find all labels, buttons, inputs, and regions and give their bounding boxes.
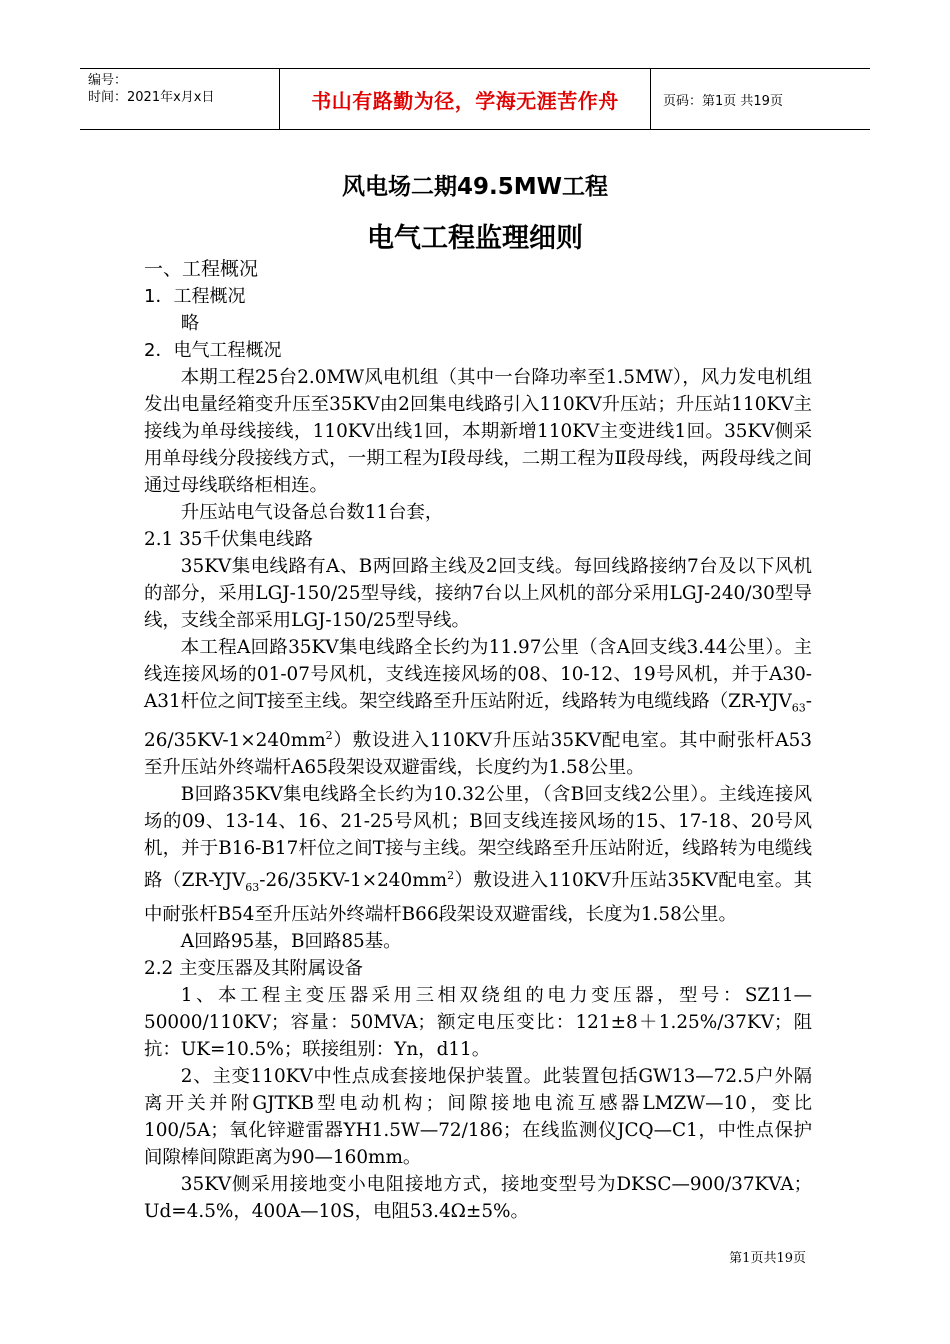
subsection-heading: 2.1 35千伏集电线路 [144, 529, 313, 550]
superscript: 2 [325, 728, 333, 742]
header-motto: 书山有路勤为径，学海无涯苦作舟 [280, 69, 651, 129]
subscript: 63 [245, 880, 260, 894]
paragraph: 2、主变110KV中性点成套接地保护装置。此装置包括GW13—72.5户外隔离开关并附GJTKB型电动机构；间隙接地电流互感器LMZW—10，变比100/5A；氧化锌避雷器YH1.5W—72/186；在线监测仪JCQ—C1，中性点保护间隙棒间隙距离为90—160mm。 [144, 1065, 812, 1168]
paragraph: 本期工程25台2.0MW风电机组（其中一台降功率至1.5MW），风力发电机组发出电量经箱变升压至35KV由2回集电线路引入110KV升压站；升压站110KV主接线为单母线接线，110KV出线1回，本期新增110KV主变进线1回。35KV侧采用单母线分段接线方式，一期工程为Ⅰ段母线，二期工程为Ⅱ段母线，两段母线之间通过母线联络柜相连。 [144, 367, 812, 496]
paragraph: 升压站电气设备总台数11台套， [180, 502, 444, 523]
document-subtitle: 电气工程监理细则 [367, 223, 583, 254]
subsection-heading: 1．工程概况 [144, 286, 246, 307]
header-number: 编号： [88, 73, 128, 88]
superscript: 2 [447, 868, 455, 882]
paragraph: 35KV侧采用接地变小电阻接地方式，接地变型号为DKSC—900/37KVA；Ud=4.5%，400A—10S，电阻53.4Ω±5%。 [144, 1173, 812, 1222]
paragraph: 1、本工程主变压器采用三相双绕组的电力变压器，型号：SZ11—50000/110KV；容量：50MVA；额定电压变比：121±8＋1.25%/37KV；阻抗：UK=10.5%；联接组别：Yn，d11。 [144, 984, 812, 1060]
text-run: -26/35KV-1×240mm [259, 869, 448, 891]
header-time: 时间：2021年x月x日 [88, 90, 215, 105]
header-info [80, 69, 280, 129]
paragraph [144, 781, 812, 928]
paragraph [144, 634, 812, 781]
section-heading: 一、工程概况 [144, 258, 259, 280]
text-run: ）敷设进入110KV升压站35KV配电室。其中耐张杆B54至升压站外终端杆B66段架设双避雷线，长度为1.58公里。 [144, 869, 812, 925]
paragraph: 略 [180, 313, 200, 334]
text-run: 本工程A回路35KV集电线路全长约为11.97公里（含A回支线3.44公里）。主线连接风场的01-07号风机，支线连接风场的08、10-12、19号风机，并于A30-A31杆位之间T接至主线。架空线路至升压站附近，线路转为电缆线路（ZR-YJV [144, 637, 812, 712]
paragraph: A回路95基，B回路85基。 [180, 930, 402, 952]
page-footer: 第1页共19页 [729, 1251, 806, 1266]
text-run: ）敷设进入110KV升压站35KV配电室。其中耐张杆A53至升压站外终端杆A65段架设双避雷线，长度约为1.58公里。 [144, 729, 812, 778]
text-run: -26/35KV-1×240mm [144, 691, 812, 751]
subsection-heading: 2．电气工程概况 [144, 340, 282, 361]
paragraph: 35KV集电线路有A、B两回路主线及2回支线。每回线路接纳7台及以下风机的部分，采用LGJ-150/25型导线，接纳7台以上风机的部分采用LGJ-240/30型导线，支线全部采用LGJ-150/25型导线。 [144, 556, 812, 631]
page-header [80, 68, 870, 130]
subscript: 63 [791, 701, 806, 715]
header-page: 页码：第1页 共19页 [663, 93, 783, 109]
document-title: 风电场二期49.5MW工程 [341, 174, 608, 200]
document-body [144, 256, 812, 1225]
text-run: B回路35KV集电线路全长约为10.32公里，（含B回支线2公里）。主线连接风场的09、13-14、16、21-25号风机；B回支线连接风场的15、17-18、20号风机，并于B16-B17杆位之间T接与主线。架空线路至升压站附近，线路转为电缆线路（ZR-YJV [144, 783, 812, 891]
subsection-heading: 2.2 主变压器及其附属设备 [144, 957, 363, 979]
